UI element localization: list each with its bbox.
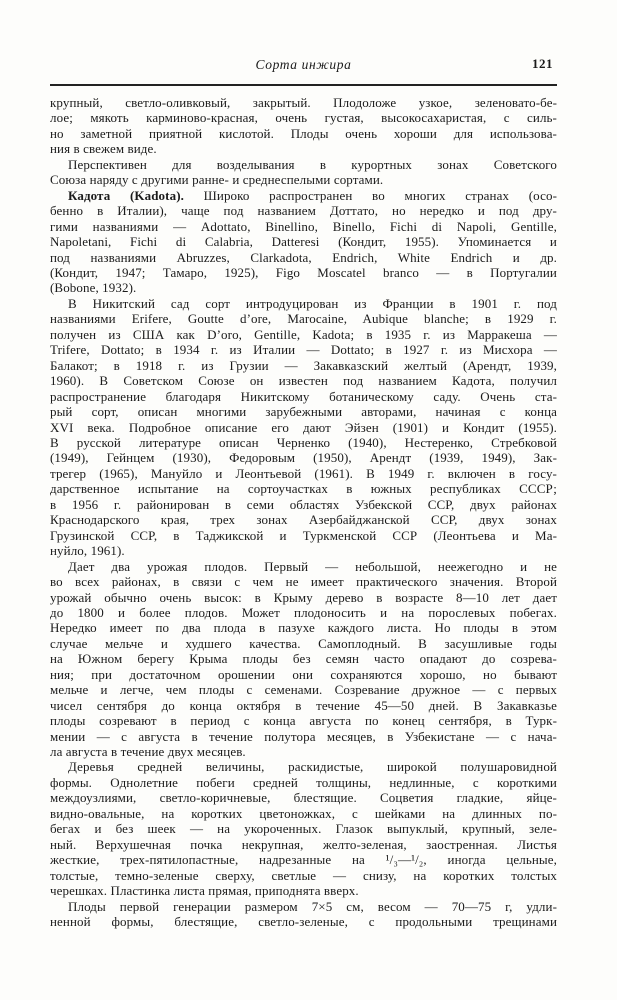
variety-name: Кадота (Kadota). xyxy=(68,187,184,203)
text-line: на Южном берегу Крыма плоды без семян часто опадают до созрева- xyxy=(50,651,557,667)
text-line: Плоды первой генерации размером 7×5 см, весом — 70—75 г, удли- xyxy=(68,898,557,914)
text-line: формы. Однолетние побеги средней толщины, недлинные, с короткими xyxy=(50,774,557,790)
text-line: названиями Erifere, Goutte d’ore, Marocaine, Aubique blanche; в 1929 г. xyxy=(50,311,557,327)
paragraph xyxy=(50,759,557,898)
text-block xyxy=(50,95,557,929)
text-line: XVI века. Подробное описание его дают Эйзен (1901) и Кондит (1955). xyxy=(50,419,557,435)
text-line: Napoletani, Fichi di Calabria, Datteresi (Кондит, 1955). Упоминается и xyxy=(50,234,557,250)
text-line: толстые, темно-зеленые сверху, светлые — снизу, на коротких толстых xyxy=(50,867,557,883)
text-line: случае мельче и худшего качества. Самоплодный. В засушливые годы xyxy=(50,635,557,651)
text-line: в 1956 г. районирован в семи областях Узбекской ССР, двух районах xyxy=(50,496,557,512)
text-line: дарственное испытание на сортоучастках в южных республиках СССР; xyxy=(50,481,557,497)
text-line: Союза наряду с другими ранне- и среднеспелыми сортами. xyxy=(50,172,384,188)
text-line: мельче и легче, чем плоды с семенами. Созревание дружное — с первых xyxy=(50,682,557,698)
text-line: (1949), Гейнцем (1930), Федоровым (1950), Арендт (1939, 1949), Зак- xyxy=(50,450,557,466)
text-line: гими названиями — Adottato, Binellino, Binello, Fichi di Napoli, Gentille, xyxy=(50,218,557,234)
paragraph xyxy=(50,899,557,930)
text-line: ла августа в течение двух месяцев. xyxy=(50,744,246,760)
text-line: до 1800 и более плодов. Может плодоносить и на порослевых побегах. xyxy=(50,604,557,620)
text-line: мении — с августа в течение полутора месяцев, в Узбекистане — с нача- xyxy=(50,728,557,744)
text-line: жесткие, трех-пятилопастные, надрезанные на ¹/₃—¹/₂, иногда цельные, xyxy=(50,852,557,868)
text-line: видно-овальные, на коротких цветоножках, с шейками на длинных по- xyxy=(50,805,557,821)
text-line: Краснодарского края, трех зонах Азербайджанской ССР, двух зонах xyxy=(50,512,557,528)
text-line: плоды созревают в период с конца августа по конец сентября, в Турк- xyxy=(50,713,557,729)
text-line: получен из США как D’oro, Gentille, Kadota; в 1935 г. из Марракеша — xyxy=(50,326,557,342)
text-line: Перспективен для возделывания в курортных зонах Советского xyxy=(68,156,557,172)
text-line: черешках. Пластинка листа прямая, приподнята вверх. xyxy=(50,883,359,899)
page-number: 121 xyxy=(532,56,553,71)
text-line: ния; при достаточном орошении они сохраняются хорошо, но бывают xyxy=(50,666,557,682)
text-line: междоузлиями, светло-коричневые, блестящие. Соцветия гладкие, яйце- xyxy=(50,790,557,806)
text-line: Нередко имеет по два плода в пазухе каждого листа. Но плоды в этом xyxy=(50,620,557,636)
text-line: Дает два урожая плодов. Первый — небольшой, неежегодно и не xyxy=(68,558,557,574)
text-line: 1960). В Советском Союзе он известен под названием Кадота, получил xyxy=(50,373,557,389)
paragraph xyxy=(50,95,557,157)
paragraph xyxy=(50,559,557,760)
text-line: Кадота (Kadota). Широко распространен во многих странах (осо- xyxy=(68,187,557,203)
text-line: во всех районах, в связи с чем не имеет практического значения. Второй xyxy=(50,574,557,590)
text-line: распространение благодаря Никитскому ботаническому саду. Очень ста- xyxy=(50,388,557,404)
text-line: но заметной приятной кислотой. Плоды очень хороши для использова- xyxy=(50,125,557,141)
text-line: Грузинской ССР, в Таджикской и Туркменской ССР (Леонтьева и Ма- xyxy=(50,527,557,543)
paragraph xyxy=(50,296,557,559)
text-line: крупный, светло-оливковый, закрытый. Плодоложе узкое, зеленовато-бе- xyxy=(50,95,557,110)
text-line: под названиями Abruzzes, Clarkadota, Endrich, White Endrich и др. xyxy=(50,249,557,265)
text-line: бенно в Италии), чаще под названием Доттато, но нередко и под дру- xyxy=(50,203,557,219)
text-line: Trifere, Dottato; в 1934 г. из Италии — Dottato; в 1927 г. из Мисхора — xyxy=(50,342,557,358)
text-line: чисел сентября до конца октября в течение 45—50 дней. В Закавказье xyxy=(50,697,557,713)
text-line: (Кондит, 1947; Тамаро, 1925), Figo Moscatel branco — в Португалии xyxy=(50,264,557,280)
text-line: ный. Верхушечная почка некрупная, желто-зеленая, заостренная. Листья xyxy=(50,836,557,852)
paragraph xyxy=(50,157,557,188)
text-line: Деревья средней величины, раскидистые, широкой полушаровидной xyxy=(68,759,557,775)
text-line: Балакот; в 1918 г. из Грузии — Закавказский желтый (Арендт, 1939, xyxy=(50,357,557,373)
running-head-title: Сорта инжира xyxy=(255,57,352,72)
header-rule xyxy=(50,84,557,86)
running-head xyxy=(50,57,557,75)
text-line: (Bobone, 1932). xyxy=(50,280,137,296)
text-line: бегах и без шеек — на укороченных. Глазок выпуклый, крупный, зеле- xyxy=(50,821,557,837)
text-line: трегер (1965), Мануйло и Леонтьевой (1961). В 1949 г. включен в госу- xyxy=(50,465,557,481)
text-line: В Никитский сад сорт интродуцирован из Франции в 1901 г. под xyxy=(68,295,557,311)
text-line: рый сорт, описан многими зарубежными авторами, начиная с конца xyxy=(50,404,557,420)
text-line: урожай обычно очень высок: в Крыму дерево в возрасте 8—10 лет дает xyxy=(50,589,557,605)
text-line: ненной формы, блестящие, светло-зеленые, с продольными трещинами xyxy=(50,914,557,930)
text-line: В русской литературе описан Черненко (1940), Нестеренко, Стребковой xyxy=(50,434,557,450)
paragraph xyxy=(50,188,557,296)
text-line: ния в свежем виде. xyxy=(50,141,157,157)
text-line: лое; мякоть карминово-красная, очень густая, высокосахаристая, с силь- xyxy=(50,110,557,126)
text-line: нуйло, 1961). xyxy=(50,543,125,559)
